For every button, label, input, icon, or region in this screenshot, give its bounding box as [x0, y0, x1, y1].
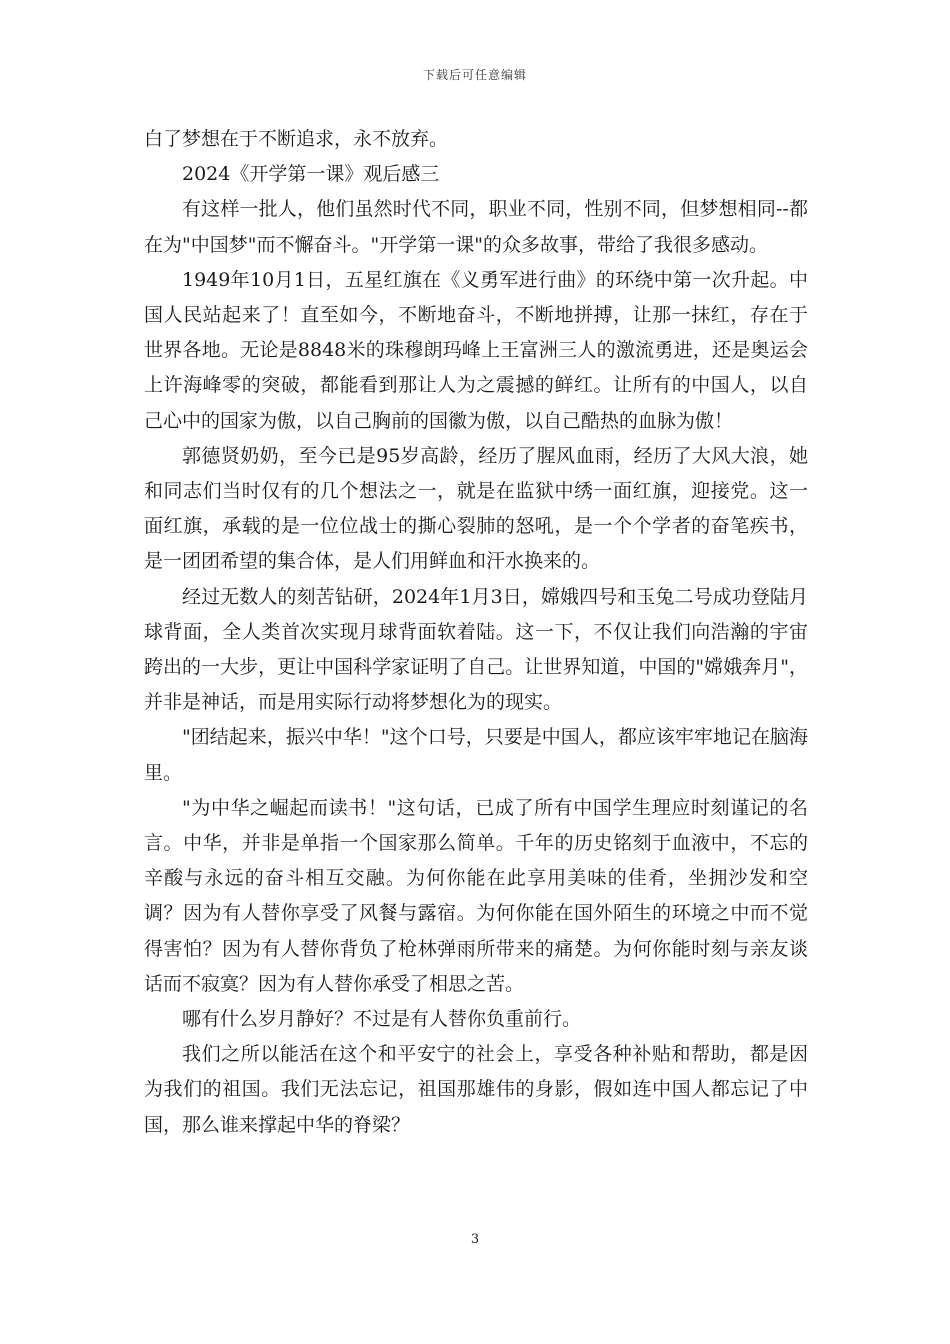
section-title: 2024《开学第一课》观后感三: [182, 163, 440, 186]
paragraph: 白了梦想在于不断追求，永不放弃。: [144, 128, 449, 150]
page-number: 3: [470, 1232, 480, 1247]
paragraph: 哪有什么岁月静好？不过是有人替你负重前行。: [182, 1008, 582, 1031]
document-body: [144, 122, 808, 1143]
paragraph: 郭德贤奶奶，至今已是95岁高龄，经历了腥风血雨，经历了大风大浪，她和同志们当时仅有的几个想法之一，就是在监狱中绣一面红旗，迎接党。这一面红旗，承载的是一位位战士的撕心裂肺的怒吼，是一个个学者的奋笔疾书，是一团团希望的集合体，是人们用鲜血和汗水换来的。: [144, 444, 808, 573]
page-header: 下载后可任意编辑: [422, 68, 527, 82]
paragraph: 有这样一批人，他们虽然时代不同，职业不同，性别不同，但梦想相同--都在为"中国梦"而不懈奋斗。"开学第一课"的众多故事，带给了我很多感动。: [144, 198, 808, 256]
paragraph: "为中华之崛起而读书！"这句话，已成了所有中国学生理应时刻谨记的名言。中华，并非是单指一个国家那么简单。千年的历史铭刻于血液中，不忘的辛酸与永远的奋斗相互交融。为何你能在此享用美味的佳肴，坐拥沙发和空调？因为有人替你享受了风餐与露宿。为何你能在国外陌生的环境之中而不觉得害怕？因为有人替你背负了枪林弹雨所带来的痛楚。为何你能时刻与亲友谈话而不寂寞？因为有人替你承受了相思之苦。: [144, 796, 808, 995]
paragraph: 我们之所以能活在这个和平安宁的社会上，享受各种补贴和帮助，都是因为我们的祖国。我们无法忘记，祖国那雄伟的身影，假如连中国人都忘记了中国，那么谁来撑起中华的脊梁？: [144, 1043, 808, 1136]
paragraph: 1949年10月1日，五星红旗在《义勇军进行曲》的环绕中第一次升起。中国人民站起来了！直至如今，不断地奋斗，不断地拼搏，让那一抹红，存在于世界各地。无论是8848米的珠穆朗玛峰上王富洲三人的激流勇进，还是奥运会上许海峰零的突破，都能看到那让人为之震撼的鲜红。让所有的中国人，以自己心中的国家为傲，以自己胸前的国徽为傲，以自己酷热的血脉为傲！: [144, 268, 808, 432]
paragraph: 经过无数人的刻苦钻研，2024年1月3日，嫦娥四号和玉兔二号成功登陆月球背面，全人类首次实现月球背面软着陆。这一下，不仅让我们向浩瀚的宇宙跨出的一大步，更让中国科学家证明了自己。让世界知道，中国的"嫦娥奔月"，并非是神话，而是用实际行动将梦想化为的现实。: [144, 585, 808, 714]
paragraph: "团结起来，振兴中华！"这个口号，只要是中国人，都应该牢牢地记在脑海里。: [144, 726, 808, 784]
